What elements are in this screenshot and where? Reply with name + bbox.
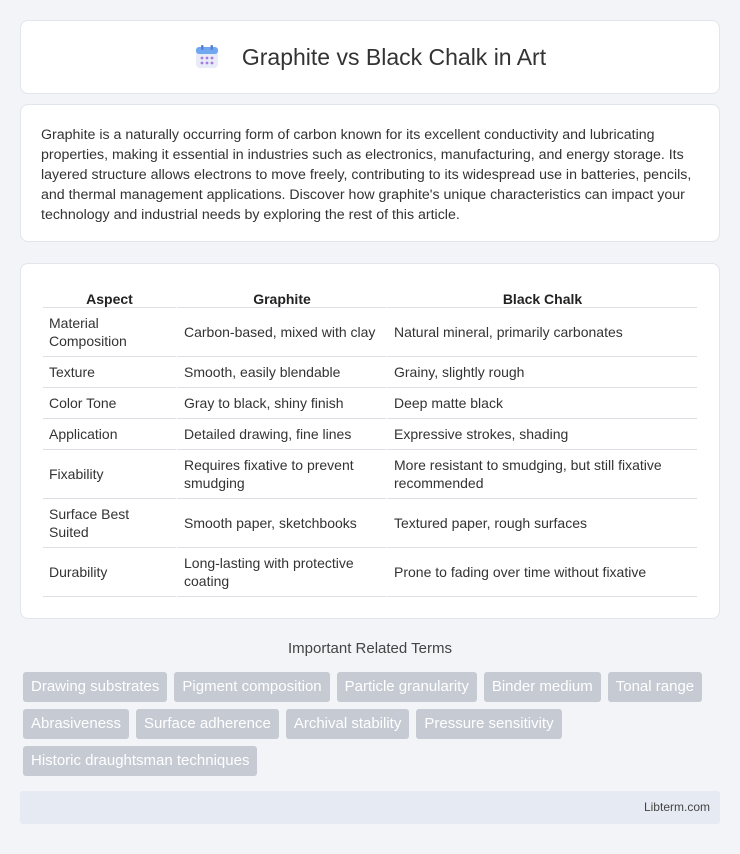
cell-black-chalk: Expressive strokes, shading: [386, 419, 697, 450]
intro-text: Graphite is a naturally occurring form of carbon known for its excellent conductivity and lubricating properties, making it essential in industries such as electronics, manufacturing, and energy storage. Its layered structure allows electrons to move freely, contributing to its widespread use in batteries, pencils, and thermal management applications. Discover how graphite's unique characteristics can impact your technology and industrial needs by exploring the rest of this article.: [41, 127, 692, 223]
cell-aspect: Material Composition: [43, 308, 176, 357]
footer: [20, 791, 720, 824]
related-terms-title: Important Related Terms: [288, 640, 452, 657]
header-black-chalk: Black Chalk: [386, 284, 697, 308]
cell-aspect: Fixability: [43, 450, 176, 499]
tag-abrasiveness[interactable]: Abrasiveness: [23, 709, 129, 739]
intro-card: [20, 104, 720, 242]
header-graphite: Graphite: [176, 284, 386, 308]
related-tags: [23, 672, 713, 776]
table-row: [43, 357, 697, 388]
cell-graphite: Carbon-based, mixed with clay: [176, 308, 386, 357]
table-row: [43, 388, 697, 419]
table-row: [43, 499, 697, 548]
cell-black-chalk: Deep matte black: [386, 388, 697, 419]
cell-aspect: Color Tone: [43, 388, 176, 419]
table-row: [43, 450, 697, 499]
tag-tonal-range[interactable]: Tonal range: [608, 672, 702, 702]
cell-aspect: Surface Best Suited: [43, 499, 176, 548]
cell-black-chalk: Grainy, slightly rough: [386, 357, 697, 388]
table-row: [43, 308, 697, 357]
tag-surface-adherence[interactable]: Surface adherence: [136, 709, 279, 739]
tag-particle-granularity[interactable]: Particle granularity: [337, 672, 477, 702]
table-row: [43, 548, 697, 597]
tag-binder-medium[interactable]: Binder medium: [484, 672, 601, 702]
page-title: Graphite vs Black Chalk in Art: [241, 43, 547, 70]
cell-graphite: Long-lasting with protective coating: [176, 548, 386, 597]
cell-black-chalk: More resistant to smudging, but still fixative recommended: [386, 450, 697, 499]
tag-historic-draughtsman-techniques[interactable]: Historic draughtsman techniques: [23, 746, 257, 776]
footer-site-link[interactable]: Libterm.com: [643, 800, 710, 814]
cell-graphite: Smooth paper, sketchbooks: [176, 499, 386, 548]
title-wrap: [194, 44, 546, 71]
tag-drawing-substrates[interactable]: Drawing substrates: [23, 672, 167, 702]
cell-black-chalk: Prone to fading over time without fixative: [386, 548, 697, 597]
calendar-icon: [194, 44, 220, 70]
cell-graphite: Gray to black, shiny finish: [176, 388, 386, 419]
cell-graphite: Smooth, easily blendable: [176, 357, 386, 388]
table-header-row: [43, 284, 697, 308]
header-card: [20, 20, 720, 94]
comparison-card: [20, 263, 720, 619]
cell-aspect: Durability: [43, 548, 176, 597]
cell-aspect: Texture: [43, 357, 176, 388]
tag-pressure-sensitivity[interactable]: Pressure sensitivity: [416, 709, 561, 739]
table-row: [43, 419, 697, 450]
comparison-table: [43, 284, 697, 597]
cell-graphite: Requires fixative to prevent smudging: [176, 450, 386, 499]
cell-black-chalk: Textured paper, rough surfaces: [386, 499, 697, 548]
cell-aspect: Application: [43, 419, 176, 450]
tag-pigment-composition[interactable]: Pigment composition: [174, 672, 329, 702]
cell-graphite: Detailed drawing, fine lines: [176, 419, 386, 450]
header-aspect: Aspect: [43, 284, 176, 308]
tag-archival-stability[interactable]: Archival stability: [286, 709, 410, 739]
cell-black-chalk: Natural mineral, primarily carbonates: [386, 308, 697, 357]
